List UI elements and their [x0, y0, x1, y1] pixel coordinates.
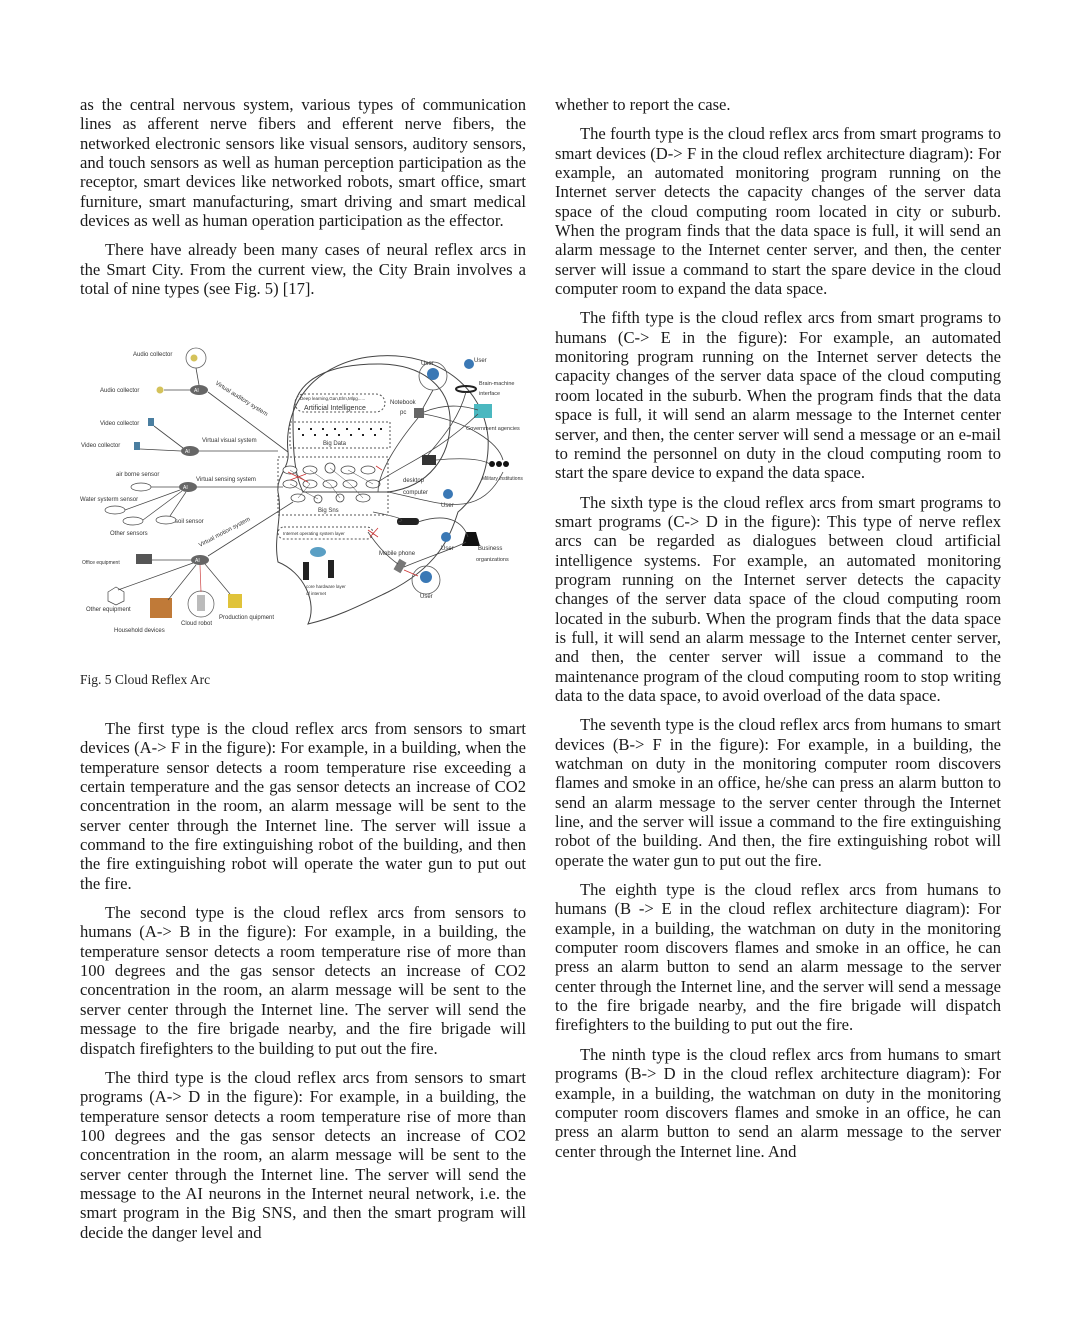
paragraph-continuation: as the central nervous system, various types of communication lines as afferent nerve fibers and efferent nerve fibers, the networked electronic sensors like visual sensors, auditory sensors, and touch sensors as well as human perception participation as the receptor, smart devices like networked robots, smart office, smart furniture, smart manufacturing, smart driving and smart medical devices as well as human operation participation as the effector.: [80, 95, 526, 231]
bmi-label-2: interface: [479, 391, 501, 397]
ai-node-motion: [191, 555, 209, 565]
other-equipment-label: Other equipment: [86, 607, 131, 613]
mobile-phone-icon: [394, 559, 407, 573]
virtual-visual-label: Virtual visual system: [202, 438, 257, 444]
virtual-motion-label: Virtual motion system: [198, 516, 252, 549]
ai-node-label: AI: [183, 485, 188, 491]
virtual-sensing-label: Virtual sensing system: [196, 477, 256, 483]
forklift-icon: [228, 594, 242, 608]
internet-os-label: Internet operating system layer: [283, 531, 345, 536]
business-label-2: organizations: [476, 557, 509, 563]
ai-node-label: AI: [185, 449, 190, 455]
ai-methods-label: Deep learning,Gan,Elm,Mlpg......: [300, 396, 366, 401]
user-label: User: [441, 546, 454, 552]
sensor-icon: [131, 483, 151, 491]
brain-machine-interface-icon: [456, 386, 476, 392]
sensor-icon: [123, 517, 143, 525]
figure-caption: Fig. 5 Cloud Reflex Arc: [80, 672, 211, 687]
user-head-icon: [441, 532, 451, 542]
left-column-lower: [80, 719, 526, 1252]
other-sensors-label: Other sensors: [110, 531, 148, 537]
right-column: [555, 95, 1001, 1171]
ai-node-label: AI: [195, 558, 200, 564]
paragraph-third-type: The third type is the cloud reflex arcs from sensors to smart programs (A-> D in the figure): For example, in a building, the temperature sensor detects a room temperature rise of more than 100 degrees and the gas sensor detects an increase of CO2 concentration in the room, an alarm message will be sent to the server center through the Internet line. The server will send the message to the AI neurons in the Internet neural network, i.e. the smart program in the Big SNS, and then the smart program will decide the danger level and: [80, 1067, 526, 1242]
household-devices-icon: [150, 598, 172, 618]
camera-icon: [134, 442, 140, 450]
paragraph-fifth-type: The fifth type is the cloud reflex arcs from smart programs to humans (C-> E in the figure): For example, an automated monitoring program running on the Internet server detects the capacity changes of the server data space of the cloud computing room located in the suburb. When the program finds that the data space is full, it will send an alarm message to the Internet center server, and then, the center server will send a message or an e-mail to remind the personnel on duty in the cloud computing room to start the spare device to expand the data space.: [555, 308, 1001, 483]
notebook-icon: [414, 408, 424, 418]
government-building-icon: [474, 404, 492, 418]
video-collector-label-1: Video collector: [100, 421, 140, 427]
ai-node-sensing: [179, 482, 197, 492]
big-data-dots: [298, 428, 382, 436]
desktop-label-2: computer: [403, 490, 429, 496]
sensor-icon: [105, 506, 125, 514]
paragraph-nine-types-intro: There have already been many cases of neural reflex arcs in the Smart City. From the current view, the City Brain involves a total of nine types (see Fig. 5) [17].: [80, 240, 526, 299]
business-bag-icon: [462, 532, 480, 546]
paragraph-sixth-type: The sixth type is the cloud reflex arcs from smart programs to smart programs (C-> D in the figure): This type of nerve reflex arcs can be regarded as dialogues between cloud artificial intelligence systems. For example, an automated monitoring program running on the Internet server detects the capacity changes of the server data space of the cloud computing room located in the suburb. When the program finds that the data space is full, it will send an alarm message to the Internet center server, and then, the center server will issue a command to the maintenance program of the cloud computing room to stop writing data to the data space, to avoid overload of the data space.: [555, 492, 1001, 705]
server-icon: [328, 560, 334, 578]
cloud-reflex-arc-diagram: [78, 342, 538, 638]
core-hardware-label: core hardware layer: [306, 584, 346, 589]
production-equipment-label: Production quipment: [219, 615, 275, 621]
office-equipment-label: Office equipment: [82, 560, 120, 566]
paragraph-second-type: The second type is the cloud reflex arcs from sensors to humans (A-> B in the figure): For example, in a building, the temperature sensor detects a room temperature rise of more than 100 degrees and the gas sensor detects an increase of CO2 concentration in the room, an alarm message will be sent to the server center through the Internet line. The server will send the message to the fire brigade nearby, and the fire brigade will dispatch firefighters to the building to put out the fire.: [80, 903, 526, 1058]
printer-icon: [136, 554, 152, 564]
big-sns-label: Big Sns: [318, 508, 339, 514]
figure-cloud-reflex-arc: [78, 342, 538, 638]
sensor-icon: [156, 516, 176, 524]
desktop-computer-icon: [422, 455, 436, 465]
business-label: Business: [478, 546, 503, 552]
virtual-auditory-label: Virtual auditory system: [213, 380, 269, 418]
paragraph-eighth-type: The eighth type is the cloud reflex arcs from humans to humans (B -> E in the cloud reflex architecture diagram): For example, in a building, the watchman on duty in the monitoring computer room discovers flames and smoke in an office, he can press an alarm button to send an alarm message to the server center through the Internet line, and the server will send a message to the fire brigade nearby, and the fire brigade will dispatch firefighters to the building to put out the fire.: [555, 880, 1001, 1035]
user-head-icon: [443, 489, 453, 499]
user-label: User: [441, 503, 454, 509]
desktop-label: desktop: [403, 478, 425, 484]
ai-node-visual: [181, 446, 199, 456]
paragraph-seventh-type: The seventh type is the cloud reflex arcs from humans to smart devices (B-> F in the figure): For example, in a building, the watchman on duty in the monitoring computer room discovers flames and smoke in an office, he/she can press an alarm button to send an alarm message to the server center through the Internet line, and the server will issue a command to the fire extinguishing robot of the building. And then, the fire extinguishing robot will operate the water gun to put out the fire.: [555, 715, 1001, 870]
cloud-robot-label: Cloud robot: [181, 621, 213, 627]
artificial-intelligence-label: Artificial Intelligence: [304, 405, 366, 412]
server-icon: [303, 562, 309, 580]
router-icon: [310, 547, 326, 557]
paragraph-continuation: whether to report the case.: [555, 95, 731, 114]
paragraph-ninth-type: The ninth type is the cloud reflex arcs from humans to smart programs (B-> D in the cloud reflex architecture diagram): For example, in a building, the watchman on duty in the monitoring computer room discovers flames and smoke in an office, he can press an alarm button to send an alarm message to the server center through the Internet line. And: [555, 1044, 1001, 1161]
user-head-icon: [427, 368, 439, 380]
robot-body-icon: [197, 595, 205, 611]
audio-collector-label-1: Audio collector: [133, 352, 173, 358]
audio-device-icon: [191, 355, 198, 362]
paragraph-fourth-type: The fourth type is the cloud reflex arcs from smart programs to smart devices (D-> F in the cloud reflex architecture diagram): For example, an automated monitoring program running on the Internet server detects the capacity changes of the server data space of the cloud computing room located in city or suburb. When the program finds that the data space is full, it will send an alarm message to the Internet center server, and then, the center server will issue a command to start the spare device in the cloud computer room to expand the data space.: [555, 124, 1001, 299]
video-collector-label-2: Video collector: [81, 443, 121, 449]
soil-sensor-label: soil sensor: [175, 519, 204, 525]
paragraph-first-type: The first type is the cloud reflex arcs from sensors to smart devices (A-> F in the figure): For example, in a building, when the temperature sensor detects a room temperature rise exceeding a certain temperature and the gas sensor detects an increase of CO2 concentration in the room, an alarm message will be sent to the server center through the Internet line. The server will issue a command to the fire extinguishing robot of the building, and then the fire extinguishing robot will operate the water gun to put out the fire.: [80, 719, 526, 893]
notebook-label-2: pc: [400, 410, 407, 416]
mobile-phone-label: Mobile phone: [379, 551, 416, 557]
water-sensor-label: Water systerm sensor: [80, 497, 139, 503]
user-label: User: [474, 358, 487, 364]
big-data-label: Big Data: [323, 441, 347, 447]
household-devices-label: Household devices: [114, 628, 165, 634]
military-label: Military institutions: [482, 476, 523, 482]
government-label: Government agencies: [466, 426, 520, 432]
user-head-icon: [420, 571, 432, 583]
camera-icon: [148, 418, 154, 426]
other-equipment-icon: [108, 587, 124, 605]
user-label: User: [420, 594, 433, 600]
core-hardware-label-2: of internet: [306, 591, 327, 596]
military-icon: [489, 461, 509, 467]
air-borne-sensor-label: air borne sensor: [116, 472, 160, 478]
audio-device-icon: [157, 387, 164, 394]
ai-node-label: AI: [194, 388, 199, 394]
left-column-upper: [80, 95, 526, 308]
ai-node-auditory: [190, 385, 208, 395]
notebook-label: Notebook: [390, 400, 416, 406]
user-label: User: [421, 361, 434, 367]
audio-collector-label-2: Audio collector: [100, 388, 140, 394]
user-head-icon: [464, 359, 474, 369]
bmi-label: Brain-machine: [479, 381, 515, 387]
